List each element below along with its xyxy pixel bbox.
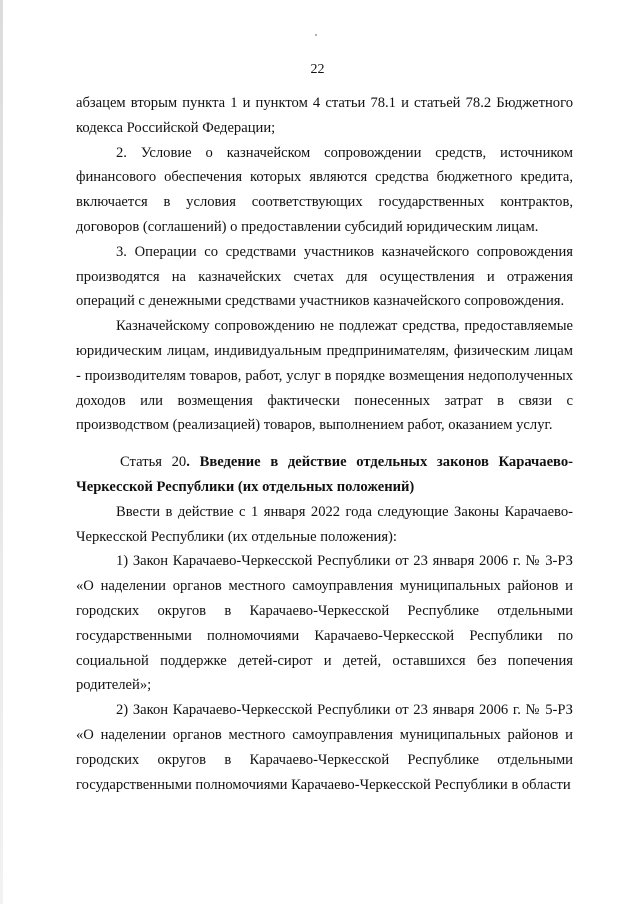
paragraph-continuation: абзацем вторым пункта 1 и пунктом 4 статьи 78.1 и статьей 78.2 Бюджетного кодекса Российской Федерации; [76, 95, 573, 136]
page-number: 22 [310, 62, 325, 77]
paragraph-item-2: 2. Условие о казначейском сопровождении средств, источником финансового обеспечения которых являются средства бюджетного кредита, включается в условия соответствующих государственных контрактов, договоров (соглашений) о предоставлении субсидий юридическим лицам. [76, 144, 573, 235]
spacer [76, 438, 573, 450]
document-body [76, 91, 573, 797]
article-heading [76, 450, 573, 500]
law-item-1: 1) Закон Карачаево-Черкесской Республики от 23 января 2006 г. № 3-РЗ «О наделении органов местного самоуправления муниципальных районов и городских округов в Карачаево-Черкесской Республике отдельными государственными полномочиями Карачаево-Черкесской Республики по социальной поддержке детей-сирот и детей, оставшихся без попечения родителей»; [76, 553, 573, 694]
paragraph-exemption: Казначейскому сопровождению не подлежат средства, предоставляемые юридическим лицам, индивидуальным предпринимателям, физическим лицам - производителям товаров, работ, услуг в порядке возмещения недополученных доходов или возмещения фактически понесенных затрат в связи с производством (реализацией) товаров, выполнением работ, оказанием услуг. [76, 318, 573, 434]
scan-speck [315, 34, 317, 36]
law-item-2: 2) Закон Карачаево-Черкесской Республики от 23 января 2006 г. № 5-РЗ «О наделении органов местного самоуправления муниципальных районов и городских округов в Карачаево-Черкесской Республике отдельными государственными полномочиями Карачаево-Черкесской Республики в области [76, 702, 573, 793]
paragraph-item-3: 3. Операции со средствами участников казначейского сопровождения производятся на казначейских счетах для осуществления и отражения операций с денежными средствами участников казначейского сопровождения. [76, 243, 573, 310]
scan-edge [0, 0, 3, 904]
article-intro: Ввести в действие с 1 января 2022 года следующие Законы Карачаево-Черкесской Республики (их отдельные положения): [76, 503, 573, 545]
article-title: . Введение в действие отдельных законов Карачаево-Черкесской Республики (их отдельных положений) [76, 454, 573, 495]
article-number: Статья 20 [120, 454, 187, 471]
